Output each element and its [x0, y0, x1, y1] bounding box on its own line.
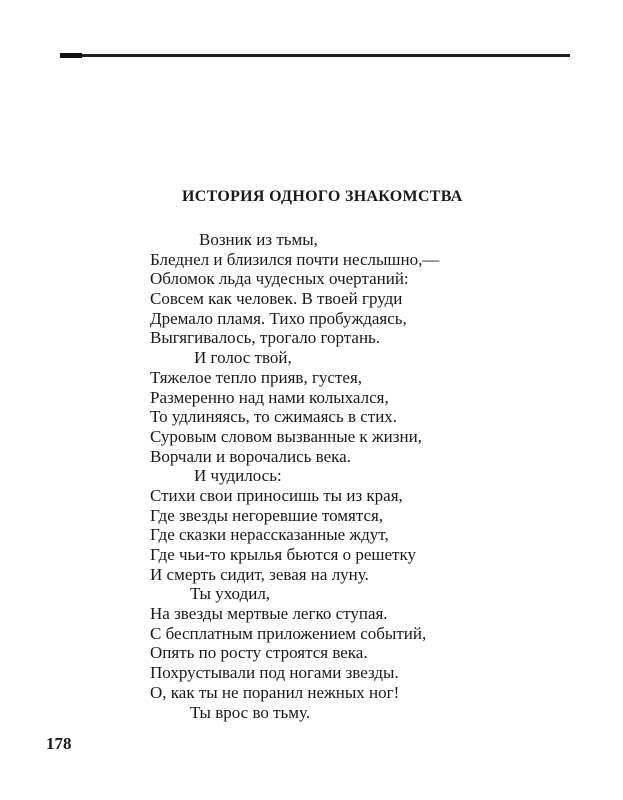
- poem-line: Похрустывали под ногами звезды.: [150, 663, 399, 683]
- poem-line: Где чьи-то крылья бьются о решетку: [150, 545, 417, 564]
- poem-line: Тяжелое тепло прияв, густея,: [150, 367, 363, 387]
- poem-line: Дремало пламя. Тихо пробуждаясь,: [150, 308, 407, 328]
- poem-line: Размеренно над нами колыхался,: [150, 387, 389, 407]
- poem-body: [150, 230, 439, 722]
- poem-line: Выгягивалось, трогало гортань.: [150, 328, 381, 348]
- poem-line: На звезды мертвые легко ступая.: [150, 604, 388, 624]
- page-number: 178: [46, 734, 72, 753]
- poem-line: Бледнел и близился почти неслышно,—: [150, 249, 440, 269]
- poem-line: Опять по росту строятся века.: [150, 643, 368, 663]
- poem-line: Возник из тьмы,: [199, 230, 318, 249]
- poem-line: Где звезды негоревшие томятся,: [150, 505, 384, 525]
- poem-line: Где сказки нерассказанные ждут,: [150, 525, 389, 545]
- poem-line: То удлиняясь, то сжимаясь в стих.: [150, 407, 398, 427]
- poem-line: И смерть сидит, зевая на луну.: [150, 564, 369, 584]
- poem-line: И голос твой,: [194, 348, 292, 368]
- header-rule: [60, 54, 570, 57]
- poem-line: Ты врос во тьму.: [190, 702, 311, 722]
- poem-line: Суровым словом вызванные к жизни,: [150, 426, 422, 446]
- poem-line: Обломок льда чудесных очертаний:: [150, 269, 409, 289]
- poem-line: Стихи свои приносишь ты из края,: [150, 485, 403, 505]
- poem-title: ИСТОРИЯ ОДНОГО ЗНАКОМСТВА: [182, 188, 463, 205]
- poem-line: С бесплатным приложением событий,: [150, 623, 427, 643]
- poem-line: Ты уходил,: [190, 584, 271, 604]
- poem-line: И чудилось:: [194, 466, 282, 486]
- poem-line: Ворчали и ворочались века.: [150, 446, 351, 466]
- poem-line: О, как ты не поранил нежных ног!: [150, 682, 400, 702]
- poem-line: Совсем как человек. В твоей груди: [150, 289, 403, 309]
